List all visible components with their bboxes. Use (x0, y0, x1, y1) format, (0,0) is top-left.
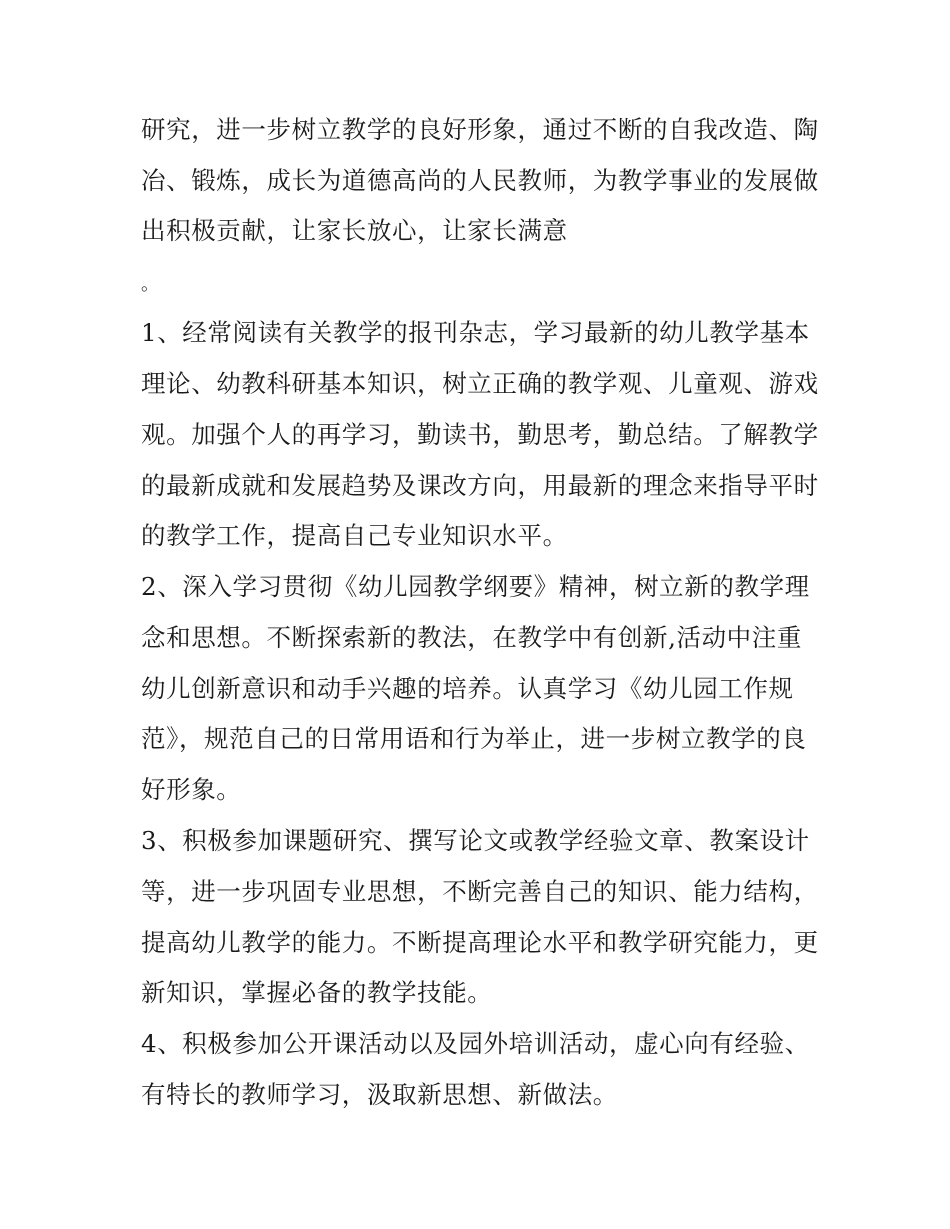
text-line: 的教学工作，提高自己专业知识水平。 (141, 521, 568, 550)
text-line: 幼儿创新意识和动手兴趣的培养。认真学习《幼儿园工作规 (141, 674, 794, 703)
text-line: 提高幼儿教学的能力。不断提高理论水平和教学研究能力，更 (141, 928, 819, 957)
text-line: 冶、锻炼，成长为道德高尚的人民教师，为教学事业的发展做 (141, 166, 819, 195)
text-line: 2、深入学习贯彻《幼儿园教学纲要》精神，树立新的教学理 (141, 572, 810, 601)
text-line: 1、经常阅读有关教学的报刊杂志，学习最新的幼儿教学基本 (141, 318, 810, 347)
text-line: 研究，进一步树立教学的良好形象，通过不断的自我改造、陶 (141, 115, 819, 144)
text-line: 范》，规范自己的日常用语和行为举止，进一步树立教学的良 (141, 724, 807, 753)
text-line: 的最新成就和发展趋势及课改方向，用最新的理念来指导平时 (141, 471, 819, 500)
text-line: 等，进一步巩固专业思想，不断完善自己的知识、能力结构， (141, 877, 819, 906)
text-line: 3、积极参加课题研究、撰写论文或教学经验文章、教案设计 (141, 826, 810, 855)
text-line: 。 (141, 274, 160, 295)
text-line: 新知识，掌握必备的教学技能。 (141, 978, 493, 1007)
text-line: 理论、幼教科研基本知识，树立正确的教学观、儿童观、游戏 (141, 369, 819, 398)
text-line: 有特长的教师学习，汲取新思想、新做法。 (141, 1080, 618, 1109)
text-line: 观。加强个人的再学习，勤读书，勤思考，勤总结。了解教学 (141, 420, 819, 449)
text-line: 好形象。 (141, 775, 242, 804)
text-line: 念和思想。不断探索新的教法，在教学中有创新,活动中注重 (141, 623, 802, 652)
text-line: 4、积极参加公开课活动以及园外培训活动，虚心向有经验、 (141, 1029, 810, 1058)
text-line: 出积极贡献，让家长放心，让家长满意 (141, 216, 568, 245)
